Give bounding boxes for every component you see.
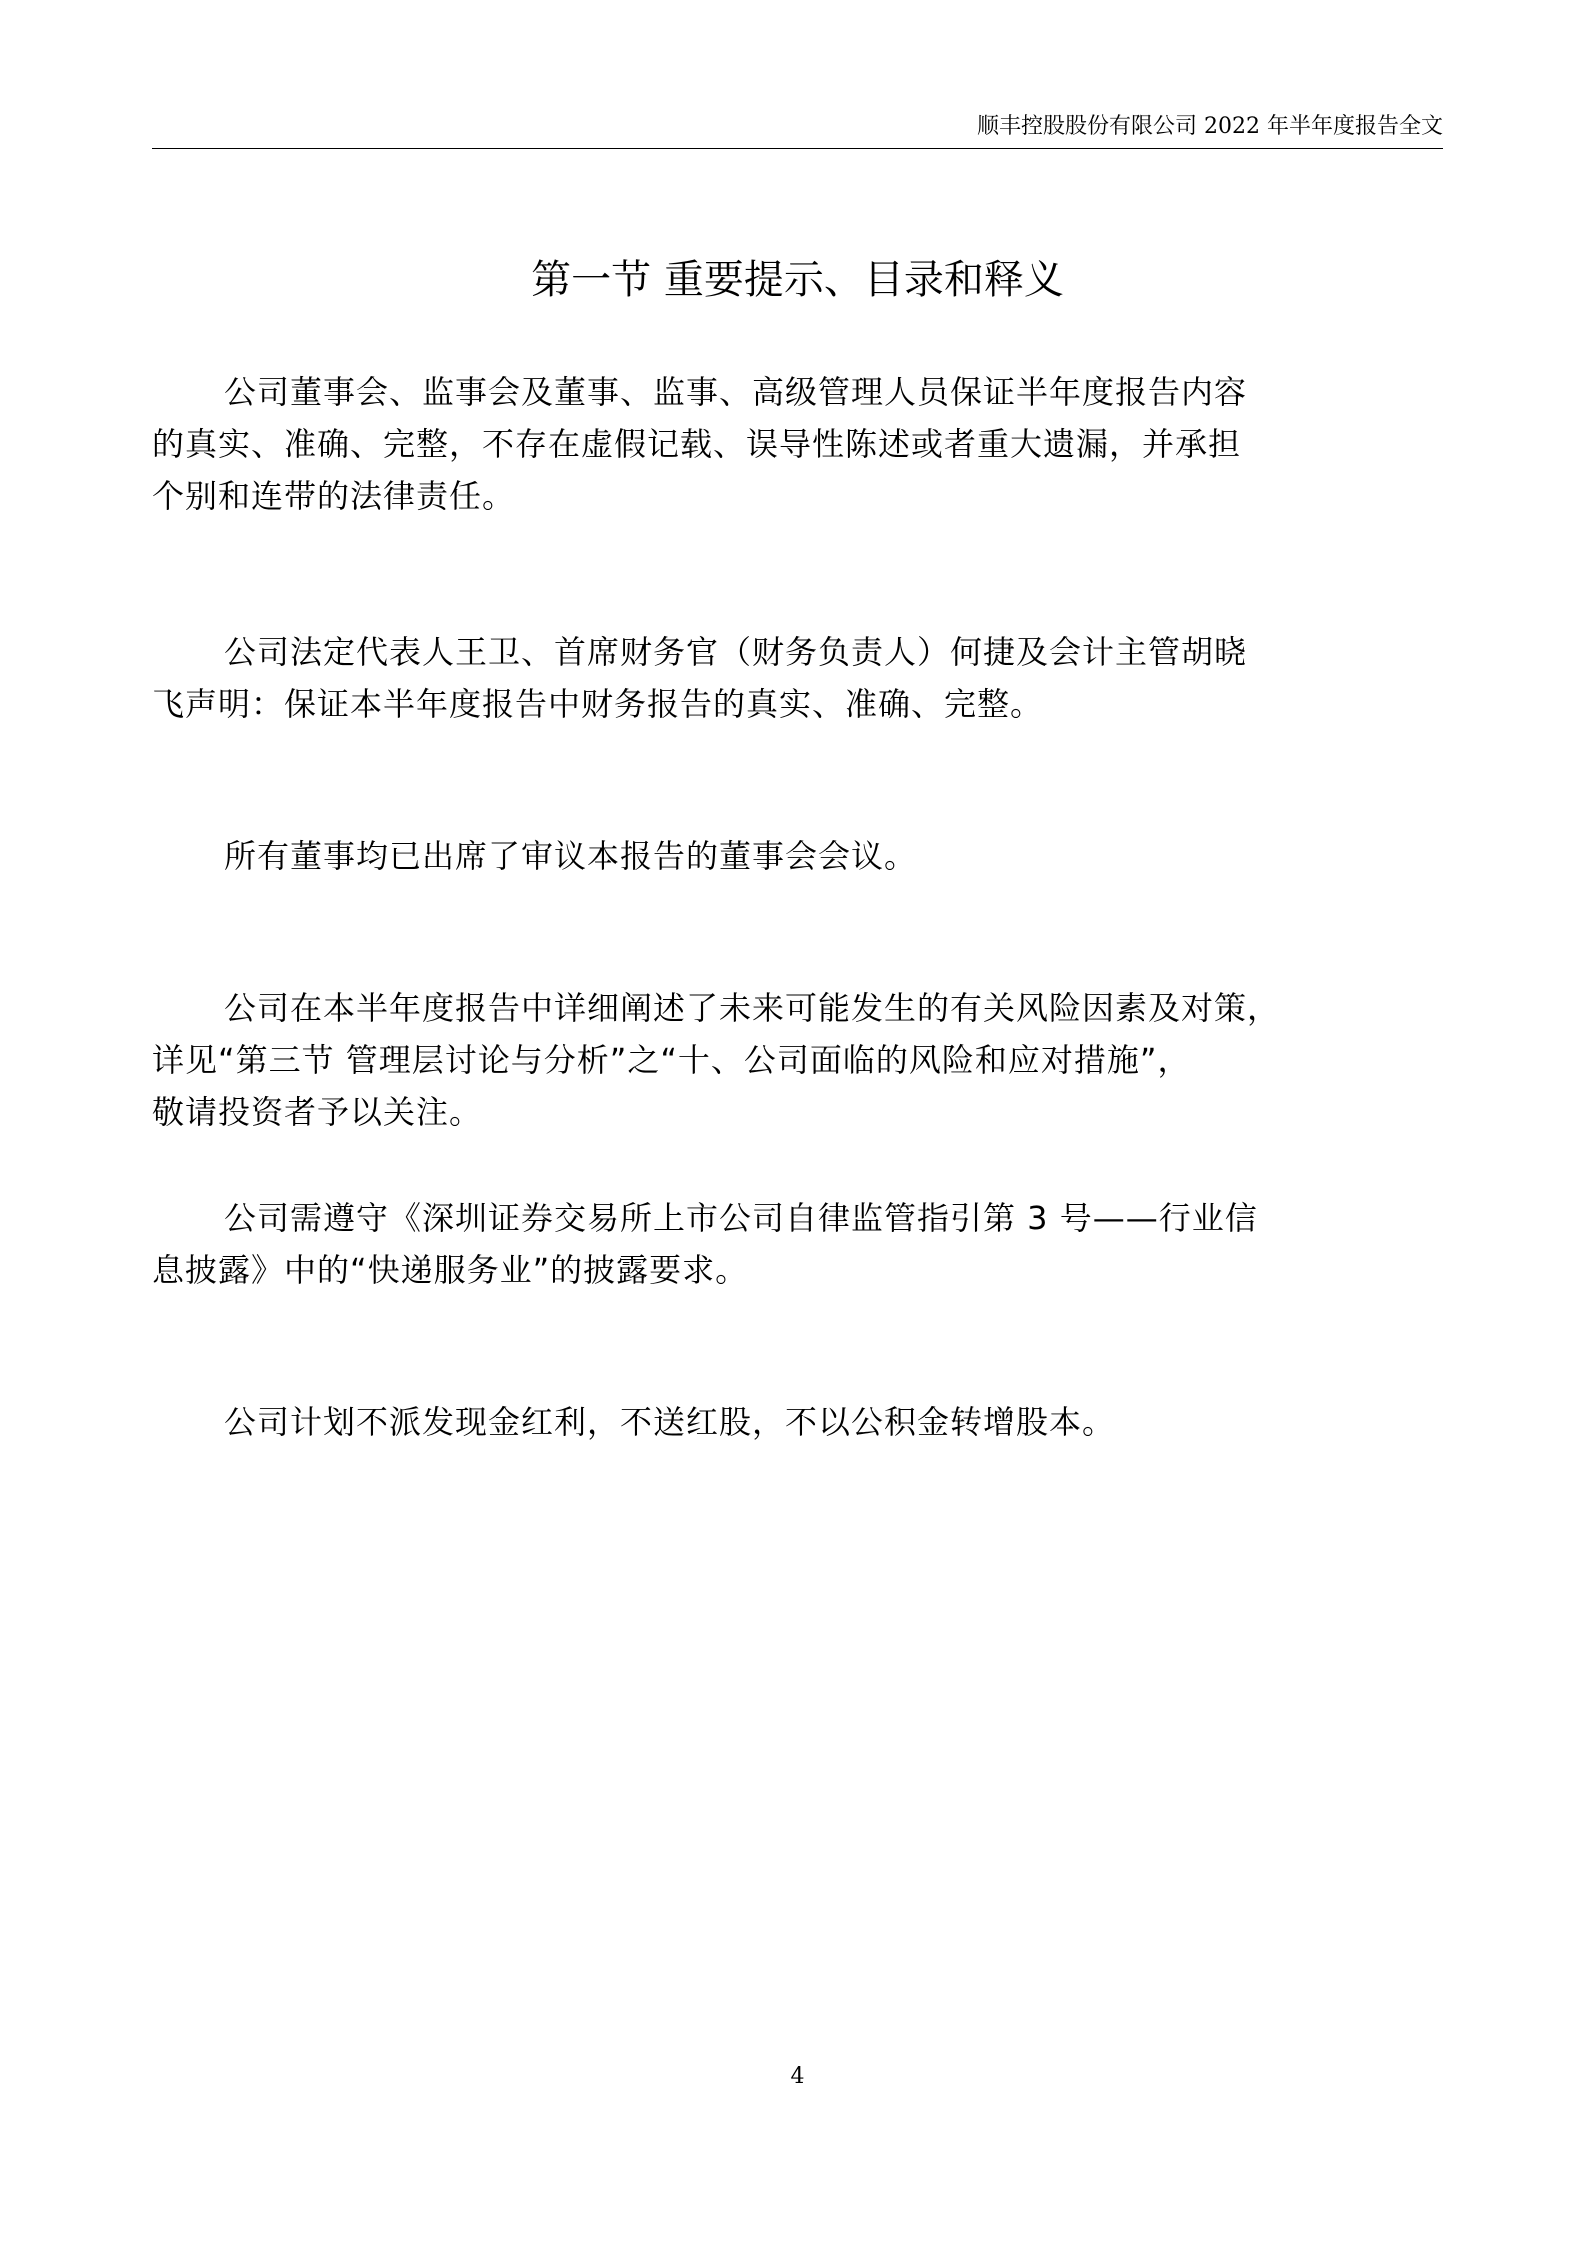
paragraph-line: 飞声明：保证本半年度报告中财务报告的真实、准确、完整。 — [152, 685, 1044, 723]
running-header: 顺丰控股股份有限公司 2022 年半年度报告全文 — [977, 114, 1443, 139]
paragraph-line: 所有董事均已出席了审议本报告的董事会会议。 — [224, 837, 918, 875]
paragraph-financial-statement — [152, 626, 1402, 730]
paragraph-line: 公司董事会、监事会及董事、监事、高级管理人员保证半年度报告内容 — [224, 373, 1248, 411]
paragraph-dividend-plan — [152, 1396, 1402, 1448]
paragraph-risk-factors — [152, 982, 1402, 1138]
paragraph-line: 公司需遵守《深圳证券交易所上市公司自律监管指引第 3 号——行业信 — [224, 1199, 1258, 1237]
paragraph-line: 息披露》中的“快递服务业”的披露要求。 — [152, 1251, 749, 1289]
section-title: 第一节 重要提示、目录和释义 — [531, 257, 1064, 303]
paragraph-line: 敬请投资者予以关注。 — [152, 1093, 483, 1131]
paragraph-line: 个别和连带的法律责任。 — [152, 477, 516, 515]
paragraph-board-guarantee — [152, 366, 1402, 522]
paragraph-directors-attendance — [152, 830, 1402, 882]
header-rule — [152, 148, 1443, 149]
paragraph-line: 公司在本半年度报告中详细阐述了未来可能发生的有关风险因素及对策， — [224, 989, 1281, 1027]
paragraph-disclosure-requirement — [152, 1192, 1402, 1296]
paragraph-line: 公司法定代表人王卫、首席财务官（财务负责人）何捷及会计主管胡晓 — [224, 633, 1248, 671]
paragraph-line: 公司计划不派发现金红利，不送红股，不以公积金转增股本。 — [224, 1403, 1116, 1441]
page-number: 4 — [790, 2064, 805, 2089]
paragraph-line: 详见“第三节 管理层讨论与分析”之“十、公司面临的风险和应对措施”， — [152, 1041, 1191, 1079]
paragraph-line: 的真实、准确、完整，不存在虚假记载、误导性陈述或者重大遗漏，并承担 — [152, 425, 1242, 463]
